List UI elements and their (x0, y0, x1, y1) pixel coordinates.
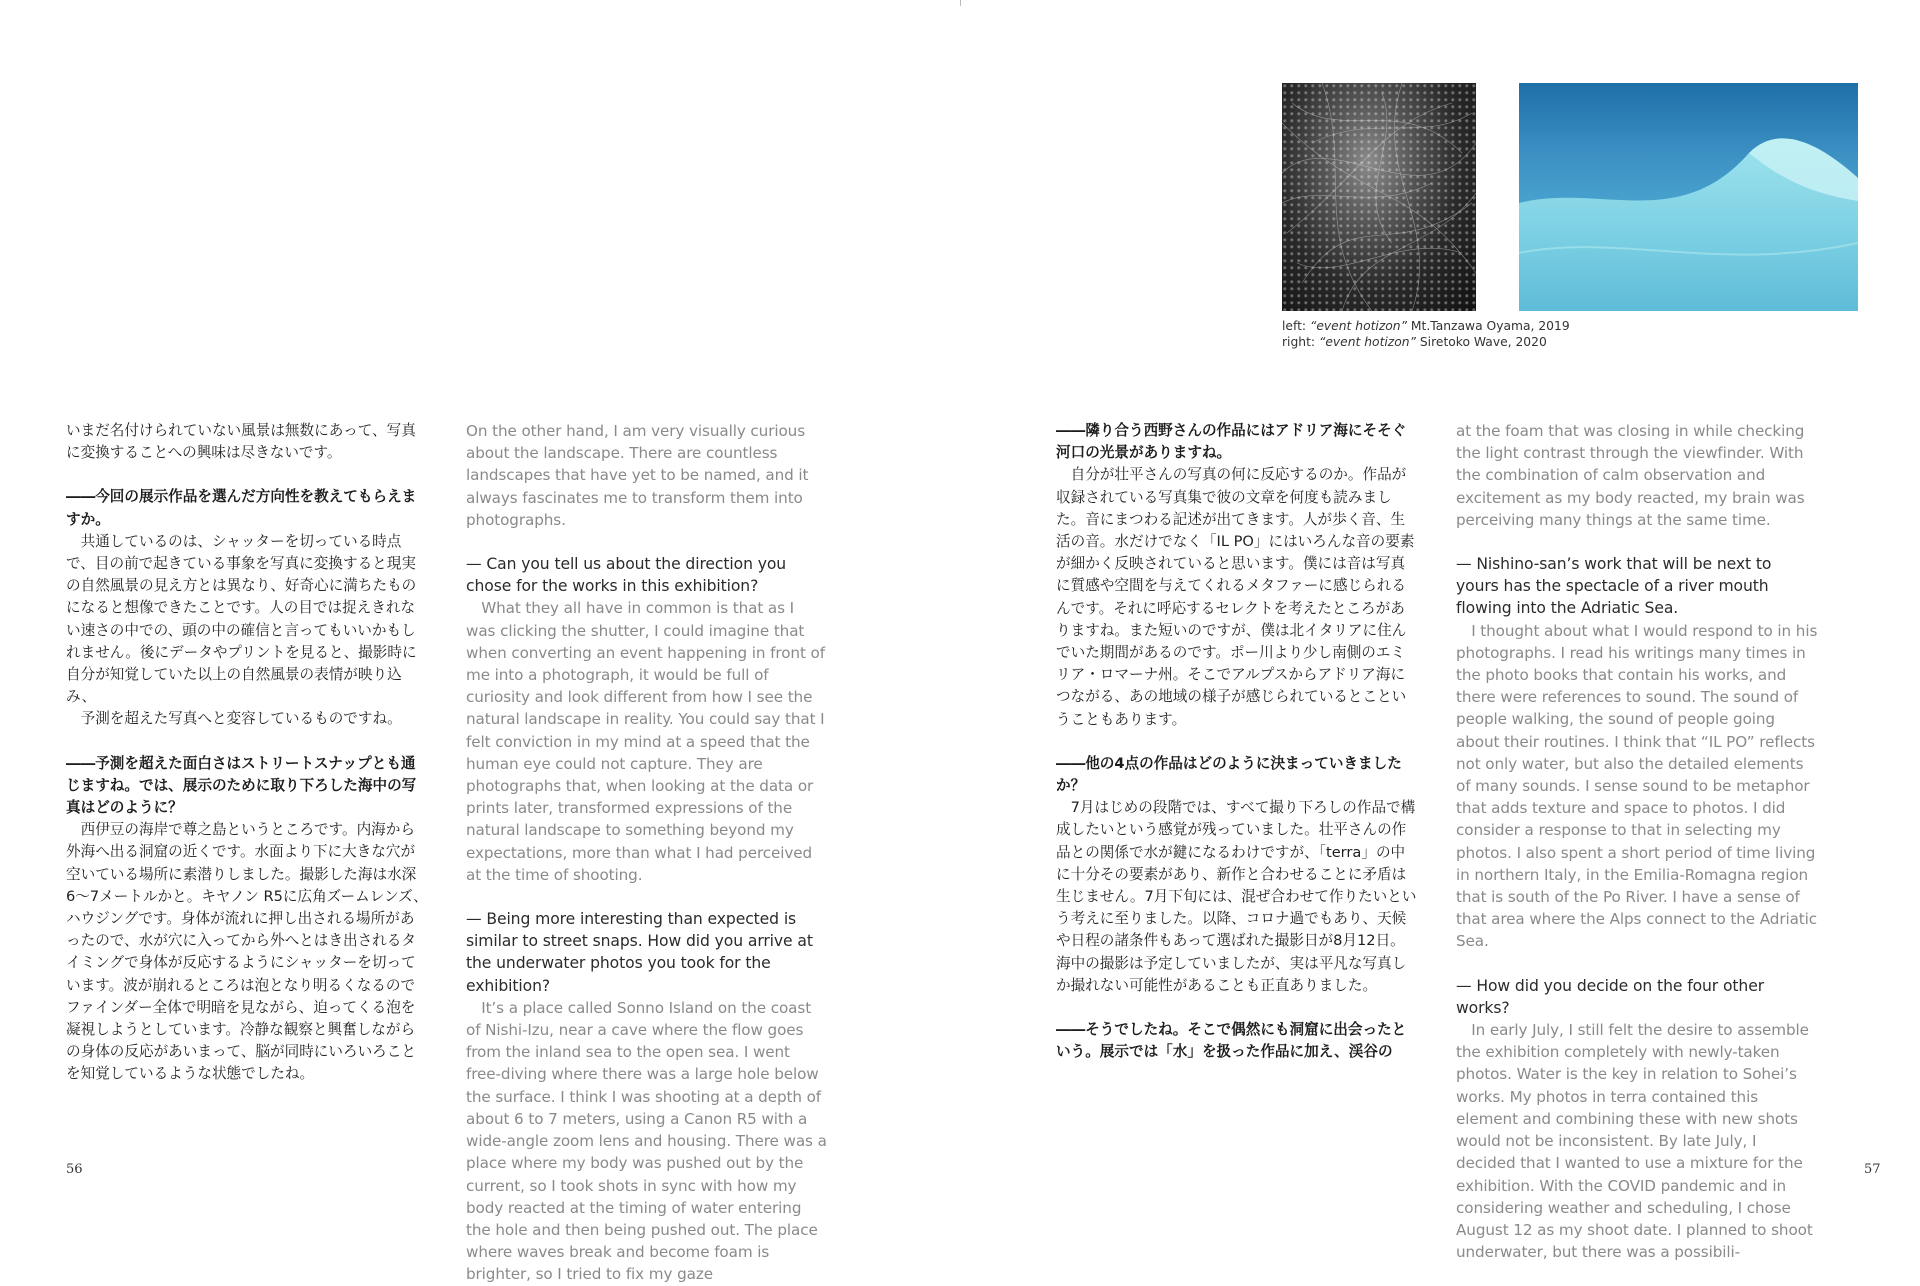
paragraph-spacer (466, 886, 828, 908)
top-center-tick (960, 0, 961, 6)
column-english-left (466, 420, 828, 1286)
photo-shiretoko-wave (1519, 83, 1858, 311)
page-number-right: 57 (1864, 1162, 1881, 1177)
interview-question: ――予測を超えた面白さはストリートスナップとも通じますね。では、展示のために取り下ろした海中の写真はどのように？ (66, 754, 417, 817)
column-japanese-right (1056, 420, 1418, 1063)
interview-answer: 7月はじめの段階では、すべて撮り下ろしの作品で構成したいという感覚が残っていました。壮平さんの作品との関係で水が鍵になるわけですが、「terra」の中に十分その要素があり、新作と合わせることに矛盾は生じません。7月下旬には、混ぜ合わせて作りたいという考えに至りました。以降、コロナ過でもあり、天候や日程の諸条件もあって選ばれた撮影日が8月12日。海中の撮影は予定していましたが、実は平凡な写真しか撮れない可能性があることも正直ありました。 (1056, 799, 1417, 994)
interview-question: — Nishino-san’s work that will be next to yours has the spectacle of a river mouth flowing into the Adriatic Sea. (1456, 555, 1772, 618)
interview-question: — Being more interesting than expected is similar to street snaps. How did you arrive at the underwater photos you took for the exhibition? (466, 910, 813, 995)
interview-question: — How did you decide on the four other works? (1456, 976, 1765, 1017)
photo-tanzawa-web (1282, 83, 1476, 311)
caption-left: left: “event hotizon” Mt.Tanzawa Oyama, 2019 (1282, 319, 1570, 333)
interview-question: ――今回の展示作品を選んだ方向性を教えてもらえますか。 (66, 488, 417, 528)
body-paragraph: at the foam that was closing in while checking the light contrast through the viewfinder. With the combination of calm observation and excitement as my body reacted, my brain was perceiving many things at the same time. (1456, 422, 1805, 529)
interview-answer: It’s a place called Sonno Island on the coast of Nishi-Izu, near a cave where the flow goes from the inland sea to the open sea. I went free-diving where there was a large hole below the surface. I think I was shooting at a depth of about 6 to 7 meters, using a Canon R5 with a wide-angle zoom lens and housing. There was a place where my body was pushed out by the current, so I took shots in sync with how my body reacted at the timing of water entering the hole and then being pushed out. The place where waves break and become foam is brighter, so I tried to fix my gaze (466, 998, 827, 1284)
paragraph-spacer (66, 731, 428, 753)
page-number-left: 56 (66, 1162, 83, 1177)
interview-question: ――そうでしたね。そこで偶然にも洞窟に出会ったという。展示では「水」を扱った作品に加え、渓谷の (1056, 1021, 1407, 1061)
interview-answer: I thought about what I would respond to in his photographs. I read his writings many times in the photo books that contain his works, and there were references to sound. The sound of people walking, the sound of people going about their routines. I think that “IL PO” reflects not only water, but also the detailed elements of many sounds. I sense sound to be metaphor that adds texture and space to photos. I did consider a response to that in selecting my photos. I also spent a short period of time living in northern Italy, in the Emilia-Romagna region that is south of the Po River. I have a sense of that area where the Alps connect to the Adriatic Sea. (1456, 621, 1818, 951)
paragraph-spacer (1056, 997, 1418, 1019)
interview-answer: 自分が壮平さんの写真の何に反応するのか。作品が収録されている写真集で彼の文章を何度も読みました。音にまつわる記述が出てきます。人が歩く音、生活の音。水だけでなく「IL PO」にはいろんな音の要素が細かく反映されていると思います。僕には音は写真に質感や空間を与えてくれるメタファーに感じられるんです。それに呼応するセレクトを考えたところがありますね。また短いのですが、僕は北イタリアに住んでいた期間があるのです。ポー川より少し南側のエミリア・ロマーナ州。そこでアルプスからアドリア海につながる、あの地域の様子が感じられているとこということもあります。 (1056, 466, 1415, 728)
interview-question: ――他の4点の作品はどのように決まっていきましたか？ (1056, 754, 1402, 795)
photo-caption (1282, 318, 1570, 350)
interview-answer: In early July, I still felt the desire to assemble the exhibition completely with newly-taken photos. Water is the key in relation to Sohei’s works. My photos in terra contained this element and combining these with new shots would not be inconsistent. By late July, I decided that I wanted to use a mixture for the exhibition. With the COVID pandemic and in considering weather and scheduling, I chose August 12 as my shoot date. I planned to shoot underwater, but there was a possibili- (1456, 1021, 1813, 1262)
paragraph-spacer (1056, 731, 1418, 753)
body-paragraph: いまだ名付けられていない風景は無数にあって、写真に変換することへの興味は尽きないです。 (66, 422, 416, 462)
interview-question: ――隣り合う西野さんの作品にはアドリア海にそそぐ河口の光景がありますね。 (1056, 422, 1407, 462)
web-texture-graphic (1282, 83, 1476, 311)
caption-right: right: “event hotizon” Siretoko Wave, 2020 (1282, 335, 1547, 349)
paragraph-spacer (466, 531, 828, 553)
wave-graphic (1519, 83, 1858, 311)
interview-answer: 共通しているのは、シャッターを切っている時点で、目の前で起きている事象を写真に変換すると現実の自然風景の見え方とは異なり、好奇心に満ちたものになると想像できたことです。人の目では捉えきれない速さの中での、頭の中の確信と言ってもいいかもしれません。後にデータやプリントを見ると、撮影時に自分が知覚していた以上の自然風景の表情が映り込み、 (66, 532, 417, 706)
interview-question: — Can you tell us about the direction you chose for the works in this exhibition? (466, 555, 787, 596)
column-english-right (1456, 420, 1818, 1263)
interview-answer: 西伊豆の海岸で尊之島というところです。内海から外海へ出る洞窟の近くです。水面より下に大きな穴が空いている場所に素潜りしました。撮影した海は水深6〜7メートルかと。キヤノン R5に広角ズームレンズ、ハウジングです。身体が流れに押し出される場所があったので、水が穴に入ってから外へとはき出されるタイミングで身体が反応するようにシャッターを切っています。波が崩れるところは泡となり明るくなるのでファインダー全体で明暗を見ながら、迫ってくる泡を凝視しようとしています。冷静な観察と興奮しながらの身体の反応があいまって、脳が同時にいろいろことを知覚しているような状態でしたね。 (66, 821, 428, 1083)
paragraph-spacer (1456, 531, 1818, 553)
interview-answer: 予測を超えた写真へと変容しているものですね。 (80, 710, 402, 728)
body-paragraph: On the other hand, I am very visually curious about the landscape. There are countless landscapes that have yet to be named, and it always fascinates me to transform them into photographs. (466, 422, 809, 529)
column-japanese-left (66, 420, 428, 1086)
paragraph-spacer (66, 464, 428, 486)
interview-answer: What they all have in common is that as I was clicking the shutter, I could imagine that when converting an event happening in front of me into a photograph, it would be full of curiosity and look different from how I see the natural landscape in reality. You could say that I felt conviction in my mind at a speed that the human eye could not capture. They are photographs that, when looking at the data or prints later, transformed expressions of the natural landscape to something beyond my expectations, more than what I had perceived at the time of shooting. (466, 599, 825, 884)
paragraph-spacer (1456, 953, 1818, 975)
